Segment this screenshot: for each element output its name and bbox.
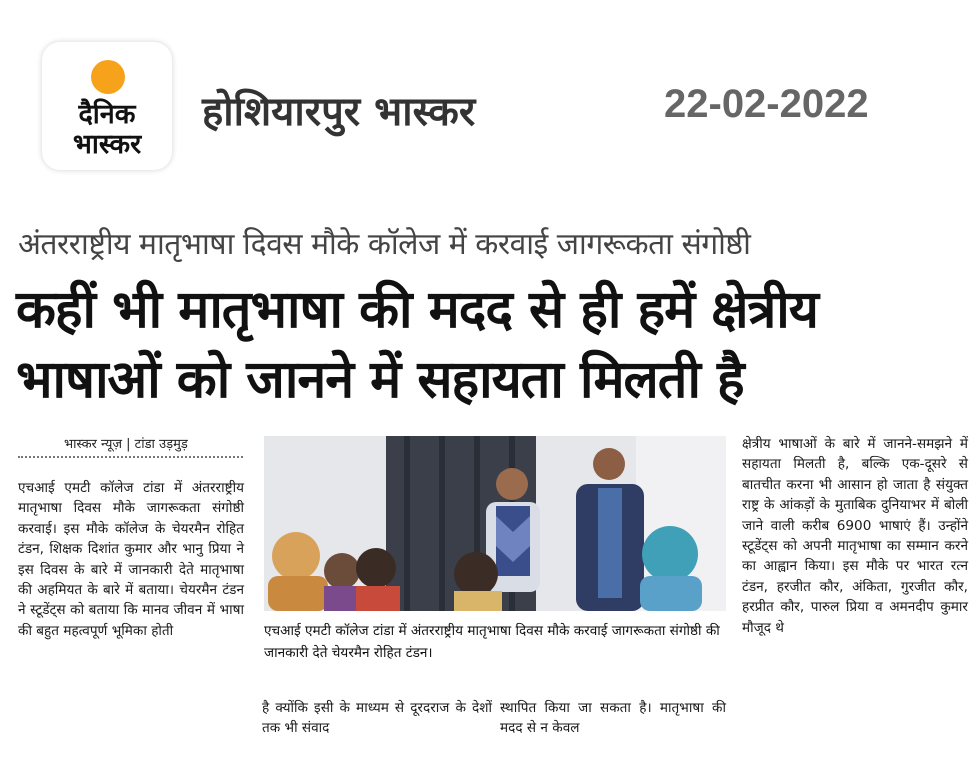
logo-text-top: दैनिक xyxy=(78,99,136,130)
byline-divider xyxy=(18,456,243,458)
article-column-2: है क्योंकि इसी के माध्यम से दूरदराज के देशों तक भी संवाद xyxy=(262,700,492,737)
article-column-3: स्थापित किया जा सकता है। मातृभाषा की मदद से न केवल xyxy=(500,700,726,737)
event-photo xyxy=(264,436,726,611)
edition-title: होशियारपुर भास्कर xyxy=(202,89,476,135)
edition-date: 22-02-2022 xyxy=(664,82,869,126)
article-column-1: एचआई एमटी कॉलेज टांडा में अंतरराष्ट्रीय मातृभाषा दिवस मौके जागरूकता संगोष्ठी करवाई। इस मौके कॉलेज के चेयरमैन रोहित टंडन, शिक्षक दिशांत कुमार और भानु प्रिया ने इस दिवस के बारे में जानकारी देते मातृभाषा की अहमियत के बारे में बताया। चेयरमैन टंडन ने स्टूडेंट्स को बताया कि मानव जीवन में भाषा की बहुत महत्वपूर्ण भूमिका होती xyxy=(18,480,244,639)
article-column-4: क्षेत्रीय भाषाओं के बारे में जानने-समझने में सहायता मिलती है, बल्कि एक-दूसरे से बातचीत करना भी आसान हो जाता है संयुक्त राष्ट्र के आंकड़ों के मुताबिक दुनियाभर में बोली जाने वाली करीब 6900 भाषाएं हैं। उन्होंने स्टूडेंट्स को अपनी मातृभाषा का सम्मान करने का आह्वान किया। इस मौके पर भारत रत्न टंडन, हरजीत कौर, अंकिता, गुरजीत कौर, हरप्रीत कौर, पारुल प्रिया व अमनदीप कुमार मौजूद थे xyxy=(742,436,968,636)
article-headline: कहीं भी मातृभाषा की मदद से ही हमें क्षेत्रीय भाषाओं को जानने में सहायता मिलती है xyxy=(16,280,818,410)
dainik-bhaskar-logo xyxy=(42,42,172,170)
article-byline: भास्कर न्यूज़ | टांडा उड़मुड़ xyxy=(64,437,188,452)
photo-caption: एचआई एमटी कॉलेज टांडा में अंतरराष्ट्रीय मातृभाषा दिवस मौके करवाई जागरूकता संगोष्ठी की जानकारी देते चेयरमैन रोहित टंडन। xyxy=(264,623,720,661)
article-kicker: अंतरराष्ट्रीय मातृभाषा दिवस मौके कॉलेज में करवाई जागरूकता संगोष्ठी xyxy=(18,227,751,262)
sun-icon xyxy=(91,60,125,94)
event-photo-illustration xyxy=(264,436,726,611)
logo-text-bottom: भास्कर xyxy=(72,129,142,160)
